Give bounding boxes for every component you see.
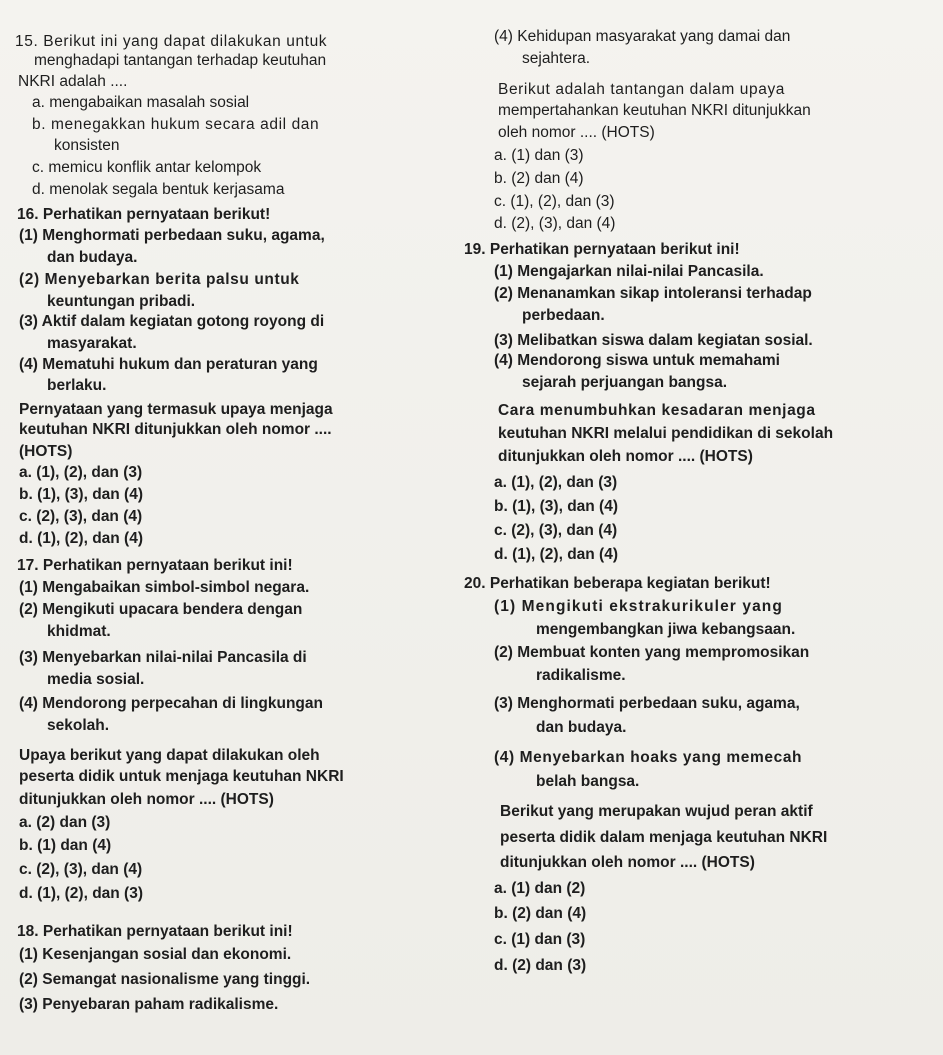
- q20-option-d[interactable]: d. (2) dan (3): [494, 957, 587, 974]
- q19-item1: (1) Mengajarkan nilai-nilai Pancasila.: [494, 263, 764, 280]
- q18-item3: (3) Penyebaran paham radikalisme.: [19, 996, 279, 1013]
- q16-stem: 16. Perhatikan pernyataan berikut!: [17, 206, 271, 223]
- q16-item1-cont: dan budaya.: [47, 249, 138, 266]
- q18-item4: (4) Kehidupan masyarakat yang damai dan: [494, 28, 791, 45]
- q19-question-line2: keutuhan NKRI melalui pendidikan di sekolah: [498, 425, 834, 442]
- q19-option-d[interactable]: d. (1), (2), dan (4): [494, 546, 618, 563]
- q17-question-line2: peserta didik untuk menjaga keutuhan NKRI: [19, 768, 344, 785]
- q16-item2: (2) Menyebarkan berita palsu untuk: [19, 271, 300, 288]
- q16-item3-cont: masyarakat.: [47, 335, 137, 352]
- q20-item1: (1) Mengikuti ekstrakurikuler yang: [494, 598, 783, 615]
- q20-option-b[interactable]: b. (2) dan (4): [494, 905, 587, 922]
- q20-option-a[interactable]: a. (1) dan (2): [494, 880, 586, 897]
- q17-question-line1: Upaya berikut yang dapat dilakukan oleh: [19, 747, 320, 764]
- q15-option-c[interactable]: c. memicu konflik antar kelompok: [32, 159, 262, 176]
- q18-item1: (1) Kesenjangan sosial dan ekonomi.: [19, 946, 292, 963]
- q20-item3-cont: dan budaya.: [536, 719, 627, 736]
- q19-question-line1: Cara menumbuhkan kesadaran menjaga: [498, 402, 816, 419]
- q16-question-line2: keutuhan NKRI ditunjukkan oleh nomor ....: [19, 421, 332, 438]
- q16-option-d[interactable]: d. (1), (2), dan (4): [19, 530, 143, 547]
- q16-item4: (4) Mematuhi hukum dan peraturan yang: [19, 356, 318, 373]
- q19-item2: (2) Menanamkan sikap intoleransi terhadap: [494, 285, 812, 302]
- q16-item2-cont: keuntungan pribadi.: [47, 293, 196, 310]
- q17-item4-cont: sekolah.: [47, 717, 110, 734]
- q15-stem-line1: 15. Berikut ini yang dapat dilakukan untuk: [15, 33, 328, 50]
- q17-option-c[interactable]: c. (2), (3), dan (4): [19, 861, 143, 878]
- q19-item2-cont: perbedaan.: [522, 307, 605, 324]
- q20-question-line3: ditunjukkan oleh nomor .... (HOTS): [500, 854, 755, 871]
- q18-option-a[interactable]: a. (1) dan (3): [494, 147, 584, 164]
- q16-option-b[interactable]: b. (1), (3), dan (4): [19, 486, 143, 503]
- q15-option-b[interactable]: b. menegakkan hukum secara adil dan: [32, 116, 320, 133]
- q16-item1: (1) Menghormati perbedaan suku, agama,: [19, 227, 325, 244]
- q20-stem: 20. Perhatikan beberapa kegiatan berikut!: [464, 575, 771, 592]
- q18-question-line2: mempertahankan keutuhan NKRI ditunjukkan: [498, 102, 811, 119]
- q16-option-c[interactable]: c. (2), (3), dan (4): [19, 508, 143, 525]
- q18-option-b[interactable]: b. (2) dan (4): [494, 170, 584, 187]
- q19-question-line3: ditunjukkan oleh nomor .... (HOTS): [498, 448, 753, 465]
- q18-question-line1: Berikut adalah tantangan dalam upaya: [498, 81, 786, 98]
- q20-question-line1: Berikut yang merupakan wujud peran aktif: [500, 803, 813, 820]
- q20-item4: (4) Menyebarkan hoaks yang memecah: [494, 749, 803, 766]
- q15-stem-line3: NKRI adalah ....: [18, 73, 128, 90]
- q17-stem: 17. Perhatikan pernyataan berikut ini!: [17, 557, 293, 574]
- q18-item4-cont: sejahtera.: [522, 50, 591, 67]
- q18-item2: (2) Semangat nasionalisme yang tinggi.: [19, 971, 311, 988]
- q17-option-a[interactable]: a. (2) dan (3): [19, 814, 111, 831]
- q19-option-a[interactable]: a. (1), (2), dan (3): [494, 474, 618, 491]
- q17-option-d[interactable]: d. (1), (2), dan (3): [19, 885, 143, 902]
- q20-item2-cont: radikalisme.: [536, 667, 626, 684]
- q20-item3: (3) Menghormati perbedaan suku, agama,: [494, 695, 800, 712]
- q16-question-hots: (HOTS): [19, 443, 73, 460]
- q19-item4: (4) Mendorong siswa untuk memahami: [494, 352, 780, 369]
- q18-stem: 18. Perhatikan pernyataan berikut ini!: [17, 923, 293, 940]
- q20-item2: (2) Membuat konten yang mempromosikan: [494, 644, 810, 661]
- q15-stem-line2: menghadapi tantangan terhadap keutuhan: [34, 52, 327, 69]
- q17-item2: (2) Mengikuti upacara bendera dengan: [19, 601, 303, 618]
- q20-question-line2: peserta didik dalam menjaga keutuhan NKRI: [500, 829, 828, 846]
- q17-item2-cont: khidmat.: [47, 623, 111, 640]
- q16-question-line1: Pernyataan yang termasuk upaya menjaga: [19, 401, 333, 418]
- q18-option-c[interactable]: c. (1), (2), dan (3): [494, 193, 615, 210]
- q16-option-a[interactable]: a. (1), (2), dan (3): [19, 464, 143, 481]
- q19-option-b[interactable]: b. (1), (3), dan (4): [494, 498, 618, 515]
- q18-option-d[interactable]: d. (2), (3), dan (4): [494, 215, 616, 232]
- q19-stem: 19. Perhatikan pernyataan berikut ini!: [464, 241, 740, 258]
- q20-option-c[interactable]: c. (1) dan (3): [494, 931, 586, 948]
- q19-item4-cont: sejarah perjuangan bangsa.: [522, 374, 728, 391]
- q16-item4-cont: berlaku.: [47, 377, 107, 394]
- q15-option-b-cont: konsisten: [54, 137, 120, 154]
- q20-item4-cont: belah bangsa.: [536, 773, 640, 790]
- q17-item1: (1) Mengabaikan simbol-simbol negara.: [19, 579, 310, 596]
- q20-item1-cont: mengembangkan jiwa kebangsaan.: [536, 621, 796, 638]
- q17-item3-cont: media sosial.: [47, 671, 145, 688]
- q17-item4: (4) Mendorong perpecahan di lingkungan: [19, 695, 323, 712]
- q15-option-a[interactable]: a. mengabaikan masalah sosial: [32, 94, 250, 111]
- q17-question-line3: ditunjukkan oleh nomor .... (HOTS): [19, 791, 274, 808]
- q18-question-line3: oleh nomor .... (HOTS): [498, 124, 655, 141]
- q15-option-d[interactable]: d. menolak segala bentuk kerjasama: [32, 181, 285, 198]
- q19-option-c[interactable]: c. (2), (3), dan (4): [494, 522, 618, 539]
- q17-item3: (3) Menyebarkan nilai-nilai Pancasila di: [19, 649, 307, 666]
- q16-item3: (3) Aktif dalam kegiatan gotong royong di: [19, 313, 325, 330]
- q17-option-b[interactable]: b. (1) dan (4): [19, 837, 112, 854]
- q19-item3: (3) Melibatkan siswa dalam kegiatan sosial.: [494, 332, 813, 349]
